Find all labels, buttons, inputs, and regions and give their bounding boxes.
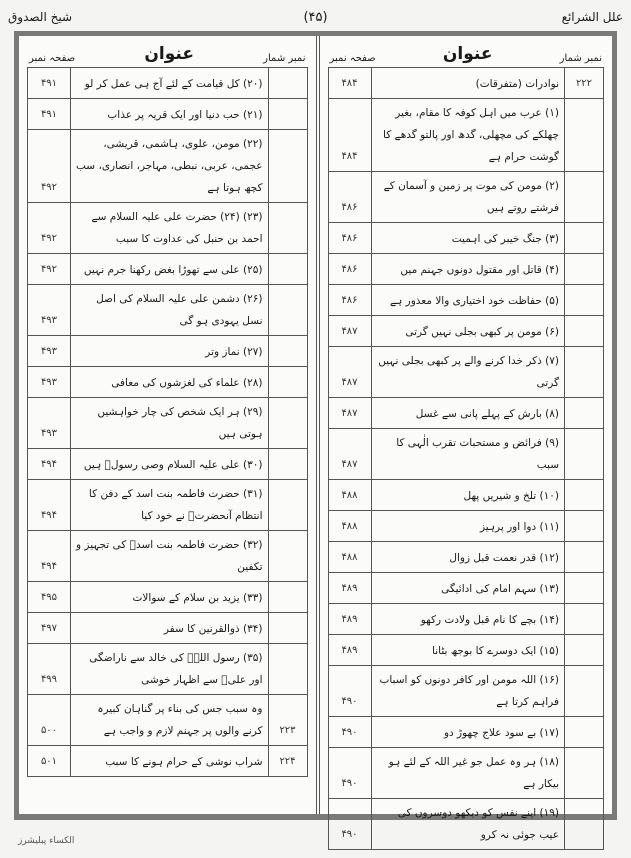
index-row <box>28 367 308 398</box>
index-row <box>28 336 308 367</box>
serial-number <box>565 480 604 511</box>
topic-title: (۱۹) اپنے نفس کو دیکھو دوسروں کی عیب جوئی نہ کرو <box>371 799 565 850</box>
index-row <box>328 573 604 604</box>
page-ref: ۴۹۱ <box>28 99 71 130</box>
serial-number <box>565 635 604 666</box>
serial-number <box>268 99 307 130</box>
index-row <box>328 542 604 573</box>
topic-title: (۱۷) بے سود علاج چھوڑ دو <box>371 717 565 748</box>
serial-number <box>268 336 307 367</box>
index-row <box>28 99 308 130</box>
page-ref: ۴۹۳ <box>28 285 71 336</box>
header-serial: نمبر شمار <box>559 53 602 64</box>
topic-title: (۲۲) مومن، علوی، ہاشمی، قریشی، عجمی، عربی، نبطی، مہاجر، انصاری، سب کچھ ہوتا ہے <box>71 130 269 203</box>
index-row <box>28 398 308 449</box>
serial-number <box>565 254 604 285</box>
page-ref: ۴۹۳ <box>28 367 71 398</box>
topic-title: شراب نوشی کے حرام ہونے کا سبب <box>71 746 269 777</box>
topic-title: (۱۴) بچے کا نام قبل ولادت رکھو <box>371 604 565 635</box>
index-row <box>328 717 604 748</box>
page-ref: ۴۹۱ <box>28 68 71 99</box>
topic-title: (۳۰) علی علیہ السلام وصی رسولؐ ہیں <box>71 449 269 480</box>
topic-title: (۲۹) ہر ایک شخص کی چار خواہشیں ہوتی ہیں <box>71 398 269 449</box>
topic-title: (۳۴) ذوالقرنین کا سفر <box>71 613 269 644</box>
topic-title: (۱) عرب میں اہل کوفہ کا مقام، بغیر چھلکے کی مچھلی، گدھ اور پالتو گدھے کا گوشت حرام ہے <box>371 99 565 172</box>
topic-title: (۲۸) علماء کی لغزشوں کی معافی <box>71 367 269 398</box>
index-row <box>28 531 308 582</box>
serial-number <box>268 644 307 695</box>
index-row <box>28 68 308 99</box>
serial-number <box>268 130 307 203</box>
serial-number <box>268 531 307 582</box>
topic-title: (۲۷) نماز وتر <box>71 336 269 367</box>
page-ref: ۴۹۰ <box>328 799 371 850</box>
topic-title: (۹) فرائض و مستحبات تقرب الٰہی کا سبب <box>371 429 565 480</box>
header-title: عنوان <box>144 44 194 64</box>
topic-title: (۲۶) دشمن علی علیہ السلام کی اصل نسل یہودی ہو گی <box>71 285 269 336</box>
index-row <box>328 429 604 480</box>
header-page: صفحہ نمبر <box>329 53 376 64</box>
topic-title: وہ سبب جس کی بناء پر گناہان کبیرہ کرنے والوں پر جہنم لازم و واجب ہے <box>71 695 269 746</box>
page-ref: ۴۸۸ <box>328 511 371 542</box>
serial-number <box>268 613 307 644</box>
header-serial: نمبر شمار <box>263 53 306 64</box>
topic-title: (۱۳) سہم امام کی ادائیگی <box>371 573 565 604</box>
topic-title: (۳۱) حضرت فاطمہ بنت اسد کے دفن کا انتظام آنحضرتؐ نے خود کیا <box>71 480 269 531</box>
topic-title: (۲۱) حب دنیا اور ایک قریہ پر عذاب <box>71 99 269 130</box>
page-ref: ۴۸۷ <box>328 398 371 429</box>
page-ref: ۴۸۶ <box>328 172 371 223</box>
index-row <box>328 480 604 511</box>
serial-number <box>565 316 604 347</box>
page-ref: ۴۸۸ <box>328 542 371 573</box>
topic-title: (۶) مومن پر کبھی بجلی نہیں گرتی <box>371 316 565 347</box>
index-row <box>328 511 604 542</box>
serial-number <box>268 398 307 449</box>
page-ref: ۴۸۹ <box>328 635 371 666</box>
page-ref: ۴۹۲ <box>28 130 71 203</box>
page-ref: ۴۹۰ <box>328 666 371 717</box>
index-row <box>328 285 604 316</box>
index-row <box>328 316 604 347</box>
page-number: (۴۵) <box>303 9 328 25</box>
serial-number <box>268 367 307 398</box>
page-ref: ۴۹۰ <box>328 748 371 799</box>
author-name: شیخ الصدوق <box>8 10 73 24</box>
serial-number <box>268 254 307 285</box>
serial-number <box>268 480 307 531</box>
topic-title: (۱۰) تلخ و شیریں پھل <box>371 480 565 511</box>
serial-number: ۲۲۴ <box>268 746 307 777</box>
index-row <box>28 203 308 254</box>
topic-title: (۲۳) (۲۴) حضرت علی علیہ السلام سے احمد بن حنبل کی عداوت کا سبب <box>71 203 269 254</box>
serial-number <box>268 582 307 613</box>
serial-number <box>565 748 604 799</box>
page-ref: ۴۹۹ <box>28 644 71 695</box>
serial-number <box>565 398 604 429</box>
index-row <box>328 223 604 254</box>
topic-title: (۱۶) اللہ مومن اور کافر دونوں کو اسباب فراہم کرتا ہے <box>371 666 565 717</box>
page-ref: ۴۹۴ <box>28 449 71 480</box>
index-row <box>28 449 308 480</box>
serial-number <box>565 542 604 573</box>
page-ref: ۴۸۴ <box>328 68 371 99</box>
topic-title: (۳۲) حضرت فاطمہ بنت اسدؑ کی تجہیز و تکفین <box>71 531 269 582</box>
publisher-imprint: الکساء پبلیشرز <box>18 836 75 846</box>
page-ref: ۴۸۶ <box>328 223 371 254</box>
index-row <box>328 398 604 429</box>
index-row <box>328 347 604 398</box>
page-ref: ۴۸۷ <box>328 316 371 347</box>
serial-number <box>565 172 604 223</box>
index-row <box>328 68 604 99</box>
index-row <box>28 695 308 746</box>
page-ref: ۴۹۷ <box>28 613 71 644</box>
index-row <box>328 799 604 850</box>
topic-title: (۱۱) دوا اور پرہیز <box>371 511 565 542</box>
left-column <box>19 36 316 814</box>
page-ref: ۴۹۳ <box>28 398 71 449</box>
index-row <box>28 644 308 695</box>
page-ref: ۴۸۶ <box>328 285 371 316</box>
column-header <box>328 36 605 67</box>
serial-number <box>565 347 604 398</box>
serial-number <box>268 68 307 99</box>
topic-title: (۱۲) قدر نعمت قبل زوال <box>371 542 565 573</box>
page-ref: ۴۹۵ <box>28 582 71 613</box>
serial-number <box>565 604 604 635</box>
serial-number <box>565 429 604 480</box>
serial-number <box>565 99 604 172</box>
index-row <box>28 746 308 777</box>
topic-title: (۱۵) ایک دوسرے کا بوجھ بٹانا <box>371 635 565 666</box>
running-head <box>8 6 623 28</box>
page-ref: ۴۸۸ <box>328 480 371 511</box>
page-ref: ۴۸۶ <box>328 254 371 285</box>
page-ref: ۴۸۹ <box>328 604 371 635</box>
header-title: عنوان <box>442 44 493 64</box>
topic-title: (۲) مومن کی موت پر زمین و آسمان کے فرشتے روتے ہیں <box>371 172 565 223</box>
topic-title: نوادرات (متفرقات) <box>371 68 565 99</box>
topic-title: (۲۵) علی سے تھوڑا بغض رکھنا جرم نہیں <box>71 254 269 285</box>
header-page: صفحہ نمبر <box>29 53 76 64</box>
topic-title: (۴) قاتل اور مقتول دونوں جہنم میں <box>371 254 565 285</box>
page-ref: ۴۸۷ <box>328 429 371 480</box>
page-ref: ۵۰۰ <box>28 695 71 746</box>
index-row <box>328 254 604 285</box>
page-ref: ۴۹۴ <box>28 531 71 582</box>
index-row <box>328 604 604 635</box>
index-table-left <box>27 67 308 777</box>
topic-title: (۳) جنگ خیبر کی اہمیت <box>371 223 565 254</box>
topic-title: (۳۵) رسول اللہؐ کی خالد سے ناراضگی اور علیؑ سے اظہار خوشی <box>71 644 269 695</box>
serial-number <box>565 573 604 604</box>
serial-number <box>565 285 604 316</box>
index-row <box>328 748 604 799</box>
serial-number <box>565 223 604 254</box>
serial-number: ۲۲۲ <box>565 68 604 99</box>
serial-number <box>268 203 307 254</box>
page-ref: ۴۹۰ <box>328 717 371 748</box>
index-table-right <box>328 67 605 850</box>
page-ref: ۴۸۴ <box>328 99 371 172</box>
book-title: علل الشرائع <box>561 10 623 24</box>
topic-title: (۳۳) یزید بن سلام کے سوالات <box>71 582 269 613</box>
page-ref: ۵۰۱ <box>28 746 71 777</box>
serial-number <box>565 511 604 542</box>
index-row <box>328 635 604 666</box>
page-ref: ۴۹۴ <box>28 480 71 531</box>
topic-title: (۸) بارش کے پہلے پانی سے غسل <box>371 398 565 429</box>
topic-title: (۱۸) ہر وہ عمل جو غیر اللہ کے لئے ہو بیکار ہے <box>371 748 565 799</box>
index-row <box>28 613 308 644</box>
topic-title: (۷) ذکر خدا کرنے والے پر کبھی بجلی نہیں گرتی <box>371 347 565 398</box>
page-ref: ۴۸۷ <box>328 347 371 398</box>
serial-number <box>268 449 307 480</box>
index-row <box>28 582 308 613</box>
serial-number <box>565 666 604 717</box>
index-row <box>328 172 604 223</box>
serial-number <box>565 799 604 850</box>
index-row <box>28 130 308 203</box>
right-column <box>316 36 613 841</box>
page-ref: ۴۸۹ <box>328 573 371 604</box>
serial-number <box>268 285 307 336</box>
page-ref: ۴۹۲ <box>28 203 71 254</box>
serial-number <box>565 717 604 748</box>
index-row <box>28 480 308 531</box>
topic-title: (۲۰) کل قیامت کے لئے آج ہی عمل کر لو <box>71 68 269 99</box>
serial-number: ۲۲۳ <box>268 695 307 746</box>
page-ref: ۴۹۳ <box>28 336 71 367</box>
column-header <box>27 36 308 67</box>
page-ref: ۴۹۲ <box>28 254 71 285</box>
index-row <box>28 254 308 285</box>
index-row <box>328 666 604 717</box>
index-row <box>28 285 308 336</box>
topic-title: (۵) حفاظت خود اختیاری والا معذور ہے <box>371 285 565 316</box>
index-row <box>328 99 604 172</box>
